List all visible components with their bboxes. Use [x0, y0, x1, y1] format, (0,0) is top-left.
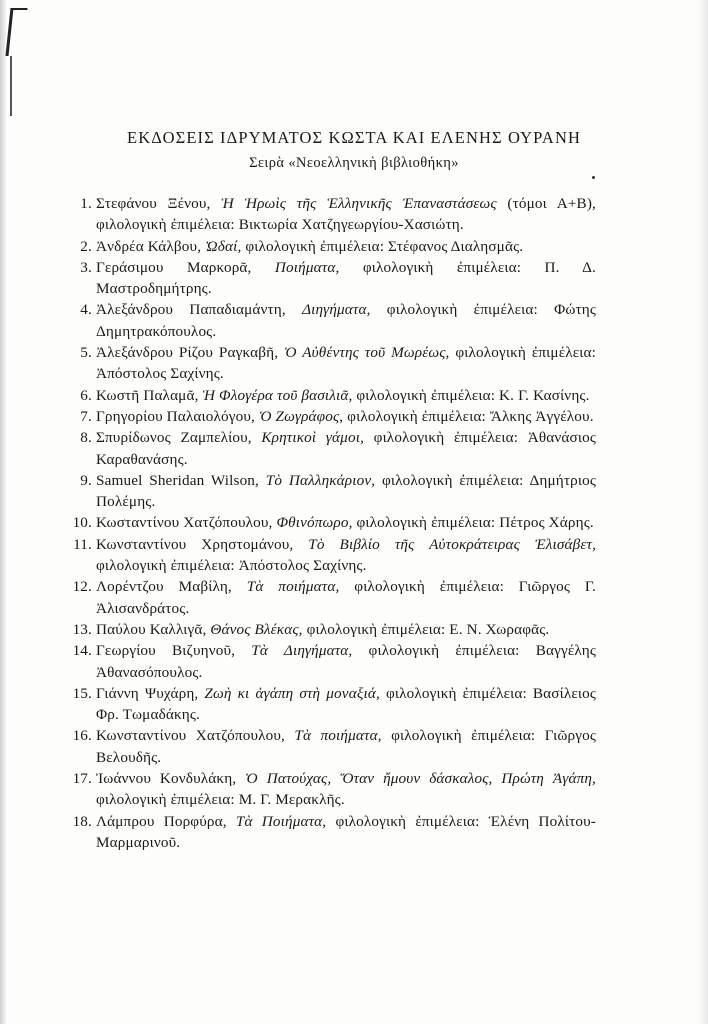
list-item: [80, 470, 596, 513]
entry-author: Γεωργίου Βιζυηνοῦ,: [96, 642, 252, 660]
entry-editor: φιλολογικὴ ἐπιμέλεια: Μ. Γ. Μερακλῆς.: [96, 791, 345, 809]
entry-number: 1.: [80, 195, 92, 212]
entry-title: Τὸ Βιβλίο τῆς Αὐτοκράτειρας Ἐλισάβετ,: [308, 535, 597, 553]
entry-author: Κωσταντίνου Χατζόπουλου,: [96, 514, 277, 532]
stray-dot: [592, 176, 595, 179]
entry-editor: φιλολογικὴ ἐπιμέλεια: Βαγγέλης Ἀθανασόπουλος.: [96, 642, 596, 681]
entry-editor: φιλολογικὴ ἐπιμέλεια: Δημήτριος Πολέμης.: [96, 471, 596, 511]
list-item: [72, 576, 596, 619]
entry-title: Διηγήματα,: [302, 301, 371, 319]
entry-title: Ποιήματα,: [274, 258, 340, 276]
entry-author: Παύλου Καλλιγᾶ,: [96, 620, 211, 638]
entry-author: Λορέντζου Μαβίλη,: [96, 578, 247, 596]
entry-editor: (τόμοι Α+Β), φιλολογικὴ ἐπιμέλεια: Βικτωρία Χατζηγεωργίου-Χασιώτη.: [96, 195, 596, 234]
entry-title: Κρητικοὶ γάμοι,: [261, 429, 365, 447]
entry-author: Γεράσιμου Μαρκορᾶ,: [96, 258, 275, 276]
list-item: [80, 236, 596, 257]
entry-title: Ὁ Πατούχας, Ὅταν ἤμουν δάσκαλος, Πρώτη Ἀγάπη,: [245, 770, 596, 788]
scan-mark: [5, 8, 27, 56]
entry-editor: φιλολογικὴ ἐπιμέλεια: Ε. Ν. Χωραφᾶς.: [302, 620, 550, 638]
entry-title: Ἡ Ἡρωὶς τῆς Ἑλληνικῆς Ἐπαναστάσεως: [221, 195, 497, 212]
entry-number: 13.: [72, 620, 92, 638]
list-item: [80, 427, 596, 470]
entry-author: Λάμπρου Πορφύρα,: [96, 812, 236, 830]
scan-shadow: [0, 0, 6, 1024]
entry-number: 7.: [80, 407, 92, 425]
series-subheading: Σειρὰ «Νεοελληνικὴ βιβλιοθήκη»: [249, 155, 459, 171]
entry-number: 9.: [80, 471, 92, 489]
entry-title: Θάνος Βλέκας,: [210, 620, 303, 638]
entry-editor: φιλολογικὴ ἐπιμέλεια: Γιῶργος Γ. Ἀλισανδράτος.: [96, 578, 596, 617]
entry-title: Τὰ ποιήματα,: [246, 578, 340, 596]
list-item: [80, 385, 596, 406]
entry-editor: φιλολογικὴ ἐπιμέλεια: Γιῶργος Βελουδῆς.: [96, 727, 596, 766]
scan-mark-line: [10, 56, 12, 116]
scan-right-shadow: [698, 0, 708, 1024]
entry-title: Τὰ ποιήματα,: [294, 727, 382, 745]
entry-author: Γιάννη Ψυχάρη,: [96, 684, 205, 702]
entry-number: 5.: [80, 344, 92, 362]
entry-author: Ἀλεξάνδρου Ρίζου Ραγκαβῆ,: [96, 344, 285, 362]
entry-title: Φθινόπωρο,: [276, 514, 353, 532]
entry-editor: φιλολογικὴ ἐπιμέλεια: Π. Δ. Μαστροδημήτρης.: [96, 258, 596, 298]
entry-editor: φιλολογικὴ ἐπιμέλεια: Ἑλένη Πολίτου-Μαρμαρινοῦ.: [96, 812, 597, 851]
entry-author: Samuel Sheridan Wilson,: [96, 471, 266, 489]
entry-editor: φιλολογικὴ ἐπιμέλεια: Πέτρος Χάρης.: [352, 514, 594, 532]
entry-author: Σπυρίδωνος Ζαμπελίου,: [96, 429, 262, 447]
entry-title: Ὁ Ζωγράφος,: [258, 407, 344, 425]
list-item: [80, 193, 596, 236]
entry-title: Ὁ Αὐθέντης τοῦ Μωρέως,: [284, 344, 450, 362]
list-item: [72, 619, 596, 640]
entry-editor: φιλολογικὴ ἐπιμέλεια: Φώτης Δημητρακόπουλος.: [96, 301, 596, 340]
entry-author: Ἀνδρέα Κάλβου,: [96, 237, 206, 255]
list-item: [72, 725, 596, 768]
publication-list: [72, 193, 597, 853]
list-item: [72, 768, 596, 811]
entry-number: 3.: [80, 258, 92, 276]
entry-editor: φιλολογικὴ ἐπιμέλεια: Ἀπόστολος Σαχίνης.: [96, 557, 367, 575]
entry-number: 4.: [80, 301, 92, 319]
list-item: [80, 342, 596, 385]
entry-editor: φιλολογικὴ ἐπιμέλεια: Ἀθανάσιος Καραθανάσης.: [96, 429, 596, 468]
entry-title: Τὰ Ποιήματα,: [235, 812, 327, 830]
entry-number: 16.: [72, 727, 92, 745]
entry-number: 6.: [80, 386, 92, 404]
entry-editor: φιλολογικὴ ἐπιμέλεια: Ἄλκης Ἀγγέλου.: [343, 407, 594, 425]
list-item: [72, 640, 596, 683]
entry-author: Κωνσταντίνου Χατζόπουλου,: [96, 727, 295, 745]
entry-title: Τὸ Παλληκάριον,: [265, 471, 376, 489]
entry-author: Ἰωάννου Κονδυλάκη,: [96, 770, 246, 788]
entry-editor: φιλολογικὴ ἐπιμέλεια: Κ. Γ. Κασίνης.: [352, 386, 590, 404]
entry-author: Κωστῆ Παλαμᾶ,: [96, 386, 203, 404]
entry-number: 8.: [80, 429, 92, 447]
entry-number: 14.: [72, 642, 92, 660]
list-item: [72, 512, 596, 533]
list-item: [72, 811, 597, 854]
list-item: [72, 683, 597, 726]
entry-author: Κωνσταντίνου Χρηστομάνου,: [96, 535, 309, 553]
list-item: [80, 299, 596, 342]
entry-number: 15.: [72, 684, 92, 702]
entry-editor: φιλολογικὴ ἐπιμέλεια: Βασίλειος Φρ. Τωμαδάκης.: [96, 684, 597, 724]
scan-edge-artifact: [0, 0, 26, 1024]
entry-title: Ἡ Φλογέρα τοῦ βασιλιᾶ,: [202, 386, 353, 404]
entry-author: Γρηγορίου Παλαιολόγου,: [96, 407, 259, 425]
list-item: [80, 406, 596, 427]
entry-author: Ἀλεξάνδρου Παπαδιαμάντη,: [96, 301, 303, 319]
entry-number: 11.: [73, 535, 92, 553]
entry-editor: φιλολογικὴ ἐπιμέλεια: Ἀπόστολος Σαχίνης.: [96, 344, 596, 383]
entry-number: 10.: [72, 514, 92, 532]
entry-number: 2.: [80, 237, 92, 255]
entry-author: Στεφάνου Ξένου,: [96, 195, 222, 212]
entry-title: Τὰ Διηγήματα,: [251, 642, 353, 660]
entry-number: 17.: [72, 770, 92, 788]
entry-editor: φιλολογικὴ ἐπιμέλεια: Στέφανος Διαλησμᾶς.: [241, 237, 524, 255]
list-item: [73, 534, 597, 577]
entry-title: Ὠδαί,: [205, 237, 242, 255]
entry-title: Ζωὴ κι ἀγάπη στὴ μοναξιά,: [204, 684, 380, 702]
entry-number: 18.: [72, 812, 92, 830]
list-item: [80, 257, 596, 300]
entry-number: 12.: [72, 578, 92, 596]
publisher-heading: ΕΚΔΟΣΕΙΣ ΙΔΡΥΜΑΤΟΣ ΚΩΣΤΑ ΚΑΙ ΕΛΕΝΗΣ ΟΥΡΑΝΗ: [127, 128, 581, 147]
